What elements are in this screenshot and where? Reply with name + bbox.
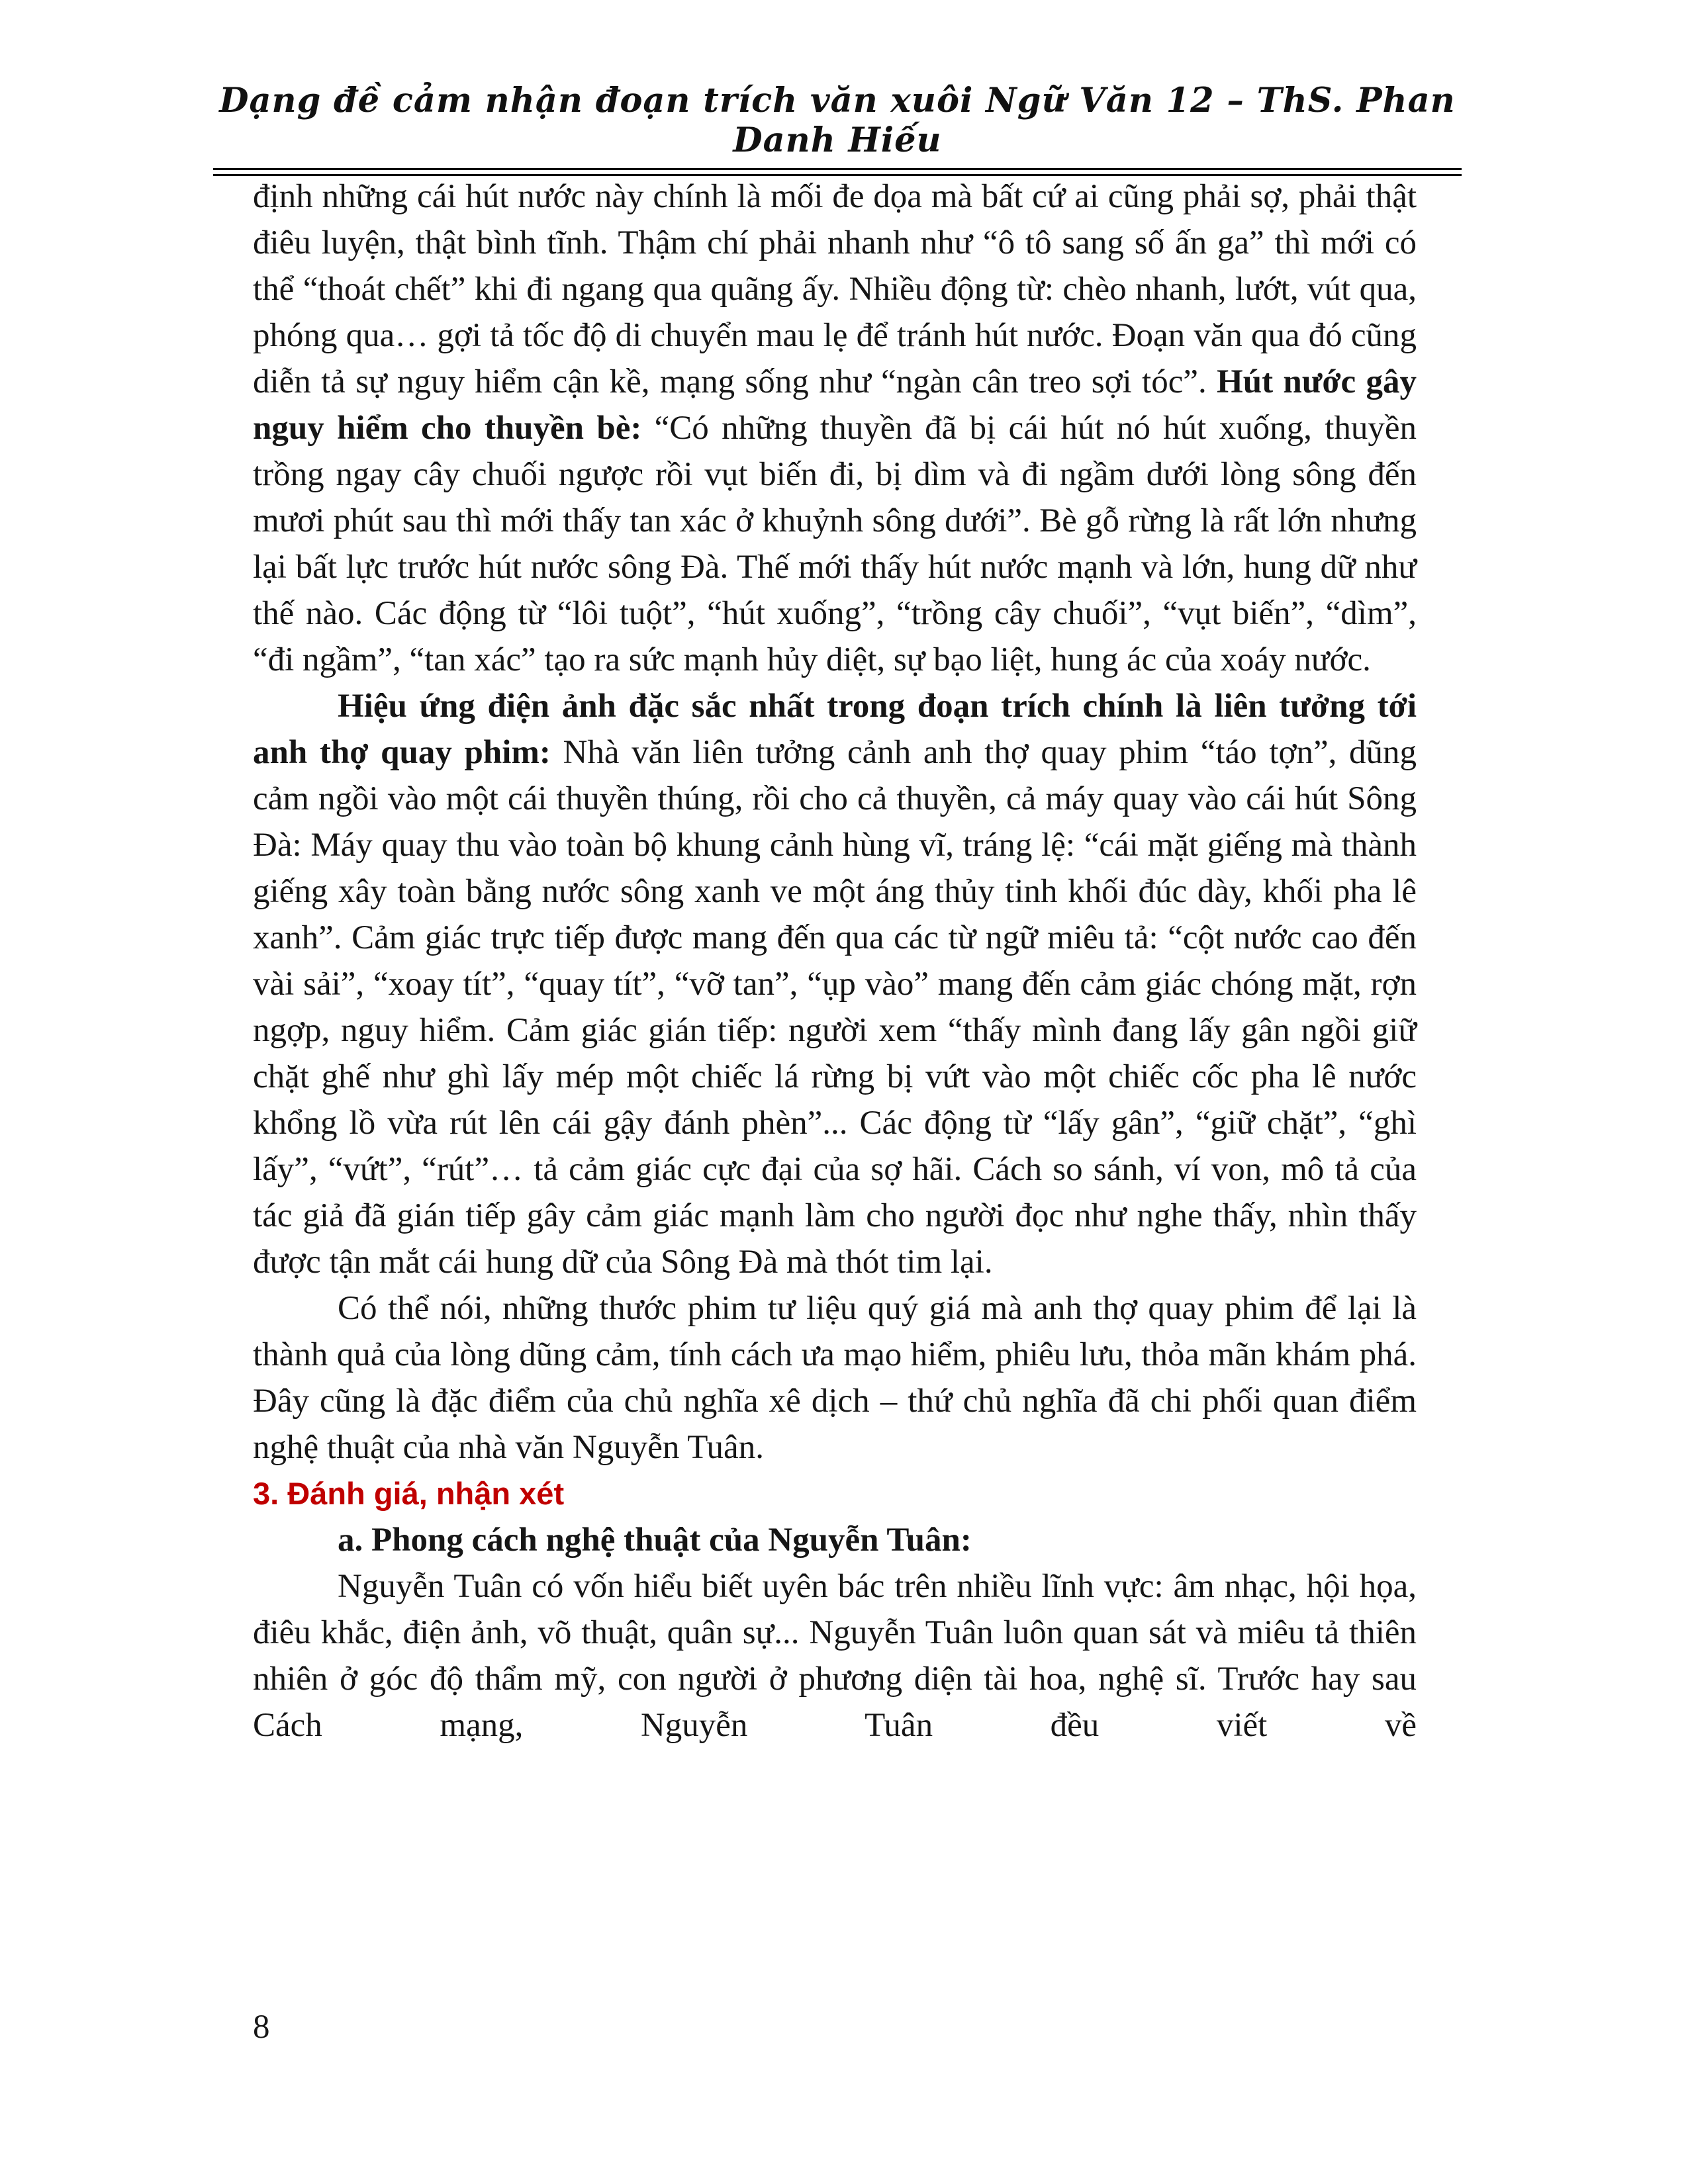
paragraph-text: Nhà văn liên tưởng cảnh anh thợ quay phim “táo tợn”, dũng cảm ngồi vào một cái thuyền thúng, rồi cho cả thuyền, cả máy quay vào cái hút Sông Đà: Máy quay thu vào toàn bộ khung cảnh hùng vĩ, tráng lệ: “cái mặt giếng mà thành giếng xây toàn bằng nước sông xanh ve một áng thủy tinh khối đúc dày, khối pha lê xanh”. Cảm giác trực tiếp được mang đến qua các từ ngữ miêu tả: “cột nước cao đến vài sải”, “xoay tít”, “quay tít”, “vỡ tan”, “ụp vào” mang đến cảm giác chóng mặt, rợn ngợp, nguy hiểm. Cảm giác gián tiếp: người xem “thấy mình đang lấy gân ngồi giữ chặt ghế như ghì lấy mép một chiếc lá rừng bị vứt vào một chiếc cốc pha lê nước khổng lồ vừa rút lên cái gậy đánh phèn”... Các động từ “lấy gân”, “giữ chặt”, “ghì lấy”, “vứt”, “rút”… tả cảm giác cực đại của sợ hãi. Cách so sánh, ví von, mô tả của tác giả đã gián tiếp gây cảm giác mạnh làm cho người đọc như nghe thấy, nhìn thấy được tận mắt cái hung dữ của Sông Đà mà thót tim lại. bbox=[253, 734, 1417, 1281]
section-heading-danh-gia: 3. Đánh giá, nhận xét bbox=[253, 1476, 565, 1511]
paragraph-bold-run: Hút nước gây nguy hiểm cho thuyền bè: bbox=[253, 363, 1417, 447]
paragraph-hieu-ung-dien-anh bbox=[253, 683, 1417, 1285]
page-body bbox=[253, 173, 1417, 1749]
paragraph-co-the-noi: Có thể nói, những thước phim tư liệu quý giá mà anh thợ quay phim để lại là thành quả của lòng dũng cảm, tính cách ưa mạo hiểm, phiêu lưu, thỏa mãn khám phá. Đây cũng là đặc điểm của chủ nghĩa xê dịch – thứ chủ nghĩa đã chi phối quan điểm nghệ thuật của nhà văn Nguyễn Tuân. bbox=[253, 1290, 1417, 1466]
page-header bbox=[213, 81, 1462, 176]
page-footer bbox=[253, 2008, 270, 2046]
paragraph-text: định những cái hút nước này chính là mối đe dọa mà bất cứ ai cũng phải sợ, phải thật điêu luyện, thật bình tĩnh. Thậm chí phải nhanh như “ô tô sang số ấn ga” thì mới có thể “thoát chết” khi đi ngang qua quãng ấy. Nhiều động từ: chèo nhanh, lướt, vút qua, phóng qua… gợi tả tốc độ di chuyển mau lẹ để tránh hút nước. Đoạn văn qua đó cũng diễn tả sự nguy hiểm cận kề, mạng sống như “ngàn cân treo sợi tóc”. bbox=[253, 178, 1417, 400]
header-title: Dạng đề cảm nhận đoạn trích văn xuôi Ngữ Văn 12 – ThS. Phan Danh Hiếu bbox=[219, 81, 1456, 160]
subsection-heading-phong-cach: a. Phong cách nghệ thuật của Nguyễn Tuân: bbox=[338, 1522, 972, 1559]
page-number: 8 bbox=[253, 2009, 270, 2046]
paragraph-nguyen-tuan-uyen-bac: Nguyễn Tuân có vốn hiểu biết uyên bác trên nhiều lĩnh vực: âm nhạc, hội họa, điêu khắc, điện ảnh, võ thuật, quân sự... Nguyễn Tuân luôn quan sát và miêu tả thiên nhiên ở góc độ thẩm mỹ, con người ở phương diện tài hoa, nghệ sĩ. Trước hay sau Cách mạng, Nguyễn Tuân đều viết về bbox=[253, 1568, 1417, 1744]
paragraph-text: “Có những thuyền đã bị cái hút nó hút xuống, thuyền trồng ngay cây chuối ngược rồi vụt biến đi, bị dìm và đi ngầm dưới lòng sông đến mươi phút sau thì mới thấy tan xác ở khuỷnh sông dưới”. Bè gỗ rừng là rất lớn nhưng lại bất lực trước hút nước sông Đà. Thế mới thấy hút nước mạnh và lớn, hung dữ như thế nào. Các động từ “lôi tuột”, “hút xuống”, “trồng cây chuối”, “vụt biến”, “dìm”, “đi ngầm”, “tan xác” tạo ra sức mạnh hủy diệt, sự bạo liệt, hung ác của xoáy nước. bbox=[253, 410, 1417, 678]
paragraph-bold-run: Hiệu ứng điện ảnh đặc sắc nhất trong đoạn trích chính là liên tưởng tới anh thợ quay phim: bbox=[253, 688, 1417, 771]
paragraph-hut-nuoc bbox=[253, 173, 1417, 683]
